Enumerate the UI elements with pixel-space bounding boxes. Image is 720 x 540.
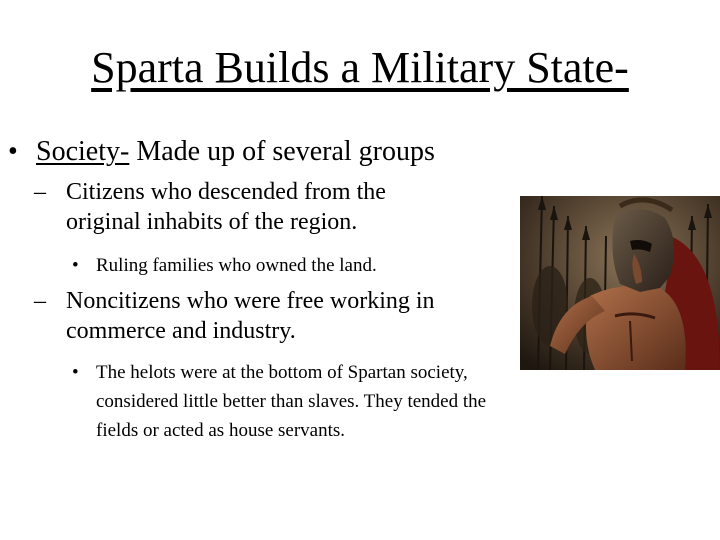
slide-title: Sparta Builds a Military State- xyxy=(91,43,629,92)
detail-ruling-families xyxy=(72,251,502,280)
society-label: Society- xyxy=(36,136,130,167)
dash-marker: – xyxy=(34,288,46,314)
bullet-marker: • xyxy=(72,362,79,383)
sub-bullet-noncitizens xyxy=(34,286,484,346)
helots-text: The helots were at the bottom of Spartan society, considered little better than slaves. They tended the fields or acted as house servants. xyxy=(96,362,487,441)
bullet-text xyxy=(36,134,435,170)
bullet-society xyxy=(6,134,435,170)
dash-marker: – xyxy=(34,179,46,205)
bullet-marker: • xyxy=(72,255,79,276)
society-description: Made up of several groups xyxy=(129,136,435,167)
ruling-families-text: Ruling families who owned the land. xyxy=(96,255,377,276)
citizens-text: Citizens who descended from the original inhabits of the region. xyxy=(66,179,386,235)
spartan-warrior-illustration xyxy=(520,196,720,370)
spartan-warrior-image xyxy=(520,196,720,370)
bullet-marker: • xyxy=(8,136,18,167)
sub-bullet-citizens xyxy=(34,177,484,237)
detail-helots xyxy=(72,358,502,445)
noncitizens-text: Noncitizens who were free working in commerce and industry. xyxy=(66,288,435,344)
